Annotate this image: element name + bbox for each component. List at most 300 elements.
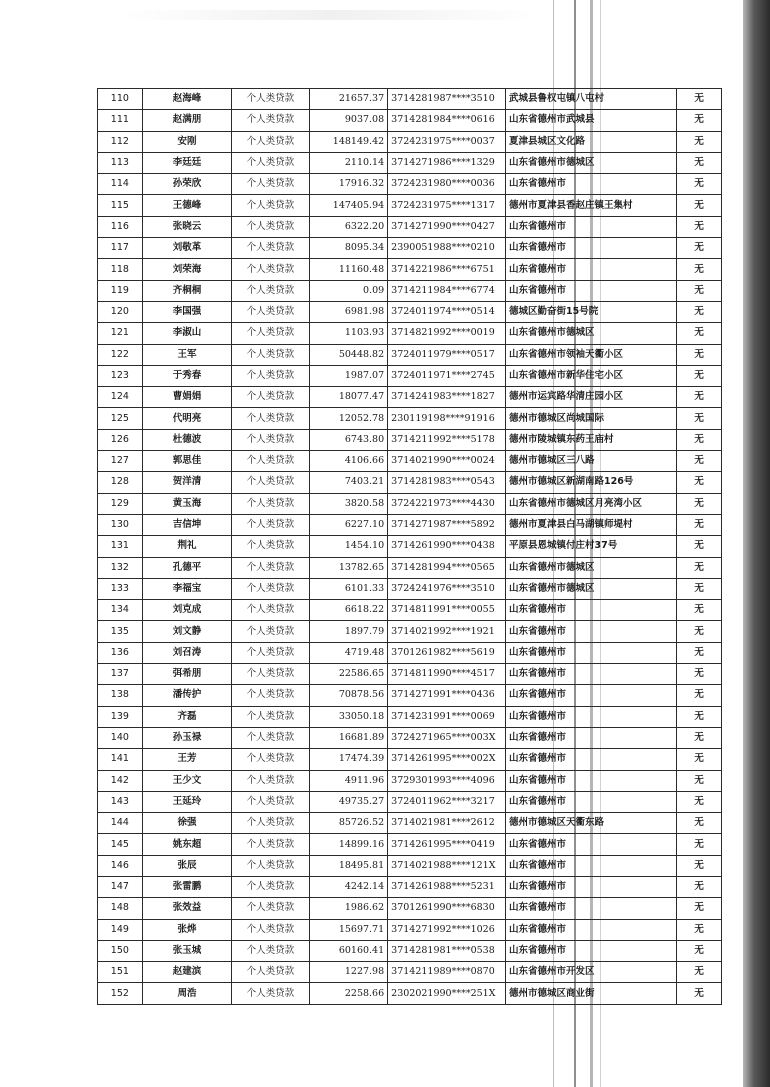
borrower-name-cell: 杜德波 [142,429,231,450]
status-flag-cell: 无 [677,387,722,408]
loan-type-cell: 个人类贷款 [232,685,309,706]
status-flag-cell: 无 [677,962,722,983]
row-number-cell: 113 [98,152,143,173]
loan-amount-cell: 14899.16 [309,834,388,855]
loan-amount-cell: 4719.48 [309,642,388,663]
address-cell: 山东省德州市德城区 [505,152,676,173]
borrower-name-cell: 王德峰 [142,195,231,216]
address-cell: 德州市陵城镇东药王庙村 [505,429,676,450]
loan-type-cell: 个人类贷款 [232,578,309,599]
status-flag-cell: 无 [677,642,722,663]
status-flag-cell: 无 [677,89,722,110]
loan-type-cell: 个人类贷款 [232,834,309,855]
loan-amount-cell: 60160.41 [309,940,388,961]
borrower-name-cell: 张烨 [142,919,231,940]
row-number-cell: 124 [98,387,143,408]
table-row [98,536,722,557]
row-number-cell: 150 [98,940,143,961]
loan-type-cell: 个人类贷款 [232,408,309,429]
table-row [98,451,722,472]
loan-type-cell: 个人类贷款 [232,195,309,216]
loan-type-cell: 个人类贷款 [232,365,309,386]
loan-amount-cell: 1987.07 [309,365,388,386]
borrower-name-cell: 周浩 [142,983,231,1004]
borrower-name-cell: 赵海峰 [142,89,231,110]
loan-type-cell: 个人类贷款 [232,791,309,812]
loan-amount-cell: 22586.65 [309,664,388,685]
borrower-name-cell: 李福宝 [142,578,231,599]
id-number-cell: 3724231975****0037 [388,131,506,152]
status-flag-cell: 无 [677,110,722,131]
table-row [98,600,722,621]
loan-type-cell: 个人类贷款 [232,152,309,173]
id-number-cell: 3714281994****0565 [388,557,506,578]
row-number-cell: 128 [98,472,143,493]
row-number-cell: 138 [98,685,143,706]
id-number-cell: 3714811990****4517 [388,664,506,685]
loan-type-cell: 个人类贷款 [232,983,309,1004]
status-flag-cell: 无 [677,152,722,173]
id-number-cell: 3714261988****5231 [388,876,506,897]
loan-type-cell: 个人类贷款 [232,855,309,876]
loan-amount-cell: 6101.33 [309,578,388,599]
table-row [98,514,722,535]
loan-type-cell: 个人类贷款 [232,919,309,940]
status-flag-cell: 无 [677,429,722,450]
status-flag-cell: 无 [677,323,722,344]
address-cell: 山东省德州市 [505,919,676,940]
address-cell: 德城区勤奋街15号院 [505,301,676,322]
loan-amount-cell: 148149.42 [309,131,388,152]
id-number-cell: 3714221986****6751 [388,259,506,280]
row-number-cell: 117 [98,238,143,259]
loan-amount-cell: 6743.80 [309,429,388,450]
borrower-name-cell: 张雷鹏 [142,876,231,897]
row-number-cell: 152 [98,983,143,1004]
borrower-name-cell: 荆礼 [142,536,231,557]
status-flag-cell: 无 [677,408,722,429]
borrower-name-cell: 弭希朋 [142,664,231,685]
loan-type-cell: 个人类贷款 [232,89,309,110]
row-number-cell: 141 [98,749,143,770]
status-flag-cell: 无 [677,983,722,1004]
borrower-name-cell: 李淑山 [142,323,231,344]
borrower-name-cell: 徐强 [142,813,231,834]
id-number-cell: 3714021992****1921 [388,621,506,642]
id-number-cell: 3724231980****0036 [388,174,506,195]
status-flag-cell: 无 [677,259,722,280]
id-number-cell: 3714271992****1026 [388,919,506,940]
address-cell: 山东省德州市 [505,600,676,621]
borrower-name-cell: 代明亮 [142,408,231,429]
loan-amount-cell: 2110.14 [309,152,388,173]
borrower-name-cell: 吉信坤 [142,514,231,535]
table-row [98,472,722,493]
id-number-cell: 3714211992****5178 [388,429,506,450]
loan-type-cell: 个人类贷款 [232,621,309,642]
loan-amount-cell: 1986.62 [309,898,388,919]
id-number-cell: 3724011962****3217 [388,791,506,812]
loan-amount-cell: 49735.27 [309,791,388,812]
row-number-cell: 140 [98,727,143,748]
status-flag-cell: 无 [677,493,722,514]
id-number-cell: 3714261995****0419 [388,834,506,855]
status-flag-cell: 无 [677,472,722,493]
status-flag-cell: 无 [677,536,722,557]
loan-amount-cell: 21657.37 [309,89,388,110]
loan-amount-cell: 7403.21 [309,472,388,493]
id-number-cell: 3714241983****1827 [388,387,506,408]
row-number-cell: 143 [98,791,143,812]
row-number-cell: 127 [98,451,143,472]
borrower-name-cell: 姚东超 [142,834,231,855]
table-row [98,216,722,237]
id-number-cell: 3714281984****0616 [388,110,506,131]
table-row [98,493,722,514]
row-number-cell: 116 [98,216,143,237]
loan-type-cell: 个人类贷款 [232,174,309,195]
table-row [98,259,722,280]
row-number-cell: 135 [98,621,143,642]
scan-smudge [120,10,540,20]
table-row [98,706,722,727]
loan-amount-cell: 6227.10 [309,514,388,535]
borrower-name-cell: 曹娟娟 [142,387,231,408]
table-row [98,770,722,791]
address-cell: 山东省德州市 [505,876,676,897]
loan-type-cell: 个人类贷款 [232,387,309,408]
borrower-name-cell: 孙荣欣 [142,174,231,195]
address-cell: 山东省德州市 [505,664,676,685]
loan-amount-cell: 50448.82 [309,344,388,365]
loan-type-cell: 个人类贷款 [232,216,309,237]
loan-type-cell: 个人类贷款 [232,493,309,514]
row-number-cell: 111 [98,110,143,131]
status-flag-cell: 无 [677,514,722,535]
status-flag-cell: 无 [677,621,722,642]
table-row [98,642,722,663]
loan-amount-cell: 18077.47 [309,387,388,408]
table-row [98,919,722,940]
loan-amount-cell: 17474.39 [309,749,388,770]
loan-amount-cell: 6981.98 [309,301,388,322]
table-row [98,834,722,855]
loan-amount-cell: 18495.81 [309,855,388,876]
status-flag-cell: 无 [677,685,722,706]
id-number-cell: 3714231991****0069 [388,706,506,727]
table-row [98,749,722,770]
id-number-cell: 3714271987****5892 [388,514,506,535]
row-number-cell: 115 [98,195,143,216]
address-cell: 山东省德州市 [505,791,676,812]
loan-amount-cell: 8095.34 [309,238,388,259]
address-cell: 山东省德州市 [505,259,676,280]
row-number-cell: 114 [98,174,143,195]
table-row [98,727,722,748]
id-number-cell: 3714811991****0055 [388,600,506,621]
id-number-cell: 3724011974****0514 [388,301,506,322]
table-row [98,578,722,599]
loan-type-cell: 个人类贷款 [232,749,309,770]
loan-type-cell: 个人类贷款 [232,642,309,663]
status-flag-cell: 无 [677,238,722,259]
id-number-cell: 3701261990****6830 [388,898,506,919]
address-cell: 山东省德州市开发区 [505,962,676,983]
borrower-name-cell: 赵满朋 [142,110,231,131]
loan-type-cell: 个人类贷款 [232,664,309,685]
id-number-cell: 3724011979****0517 [388,344,506,365]
address-cell: 山东省德州市 [505,174,676,195]
table-row [98,131,722,152]
borrower-name-cell: 郭思佳 [142,451,231,472]
loan-amount-cell: 1103.93 [309,323,388,344]
id-number-cell: 3714271990****0427 [388,216,506,237]
table-row [98,301,722,322]
status-flag-cell: 无 [677,940,722,961]
borrower-name-cell: 刘敬革 [142,238,231,259]
address-cell: 德州市德城区三八路 [505,451,676,472]
loan-amount-cell: 85726.52 [309,813,388,834]
borrower-name-cell: 李国强 [142,301,231,322]
address-cell: 德州市德城区尚城国际 [505,408,676,429]
loan-type-cell: 个人类贷款 [232,131,309,152]
loan-type-cell: 个人类贷款 [232,301,309,322]
borrower-name-cell: 黄玉海 [142,493,231,514]
table-row [98,621,722,642]
id-number-cell: 3714271986****1329 [388,152,506,173]
borrower-name-cell: 王军 [142,344,231,365]
address-cell: 山东省德州市 [505,642,676,663]
address-cell: 平原县恩城镇付庄村37号 [505,536,676,557]
loan-amount-cell: 1454.10 [309,536,388,557]
table-row [98,110,722,131]
address-cell: 山东省德州市 [505,940,676,961]
loan-record-table [97,88,722,1005]
borrower-name-cell: 刘召涛 [142,642,231,663]
loan-amount-cell: 4242.14 [309,876,388,897]
row-number-cell: 142 [98,770,143,791]
table-row [98,408,722,429]
row-number-cell: 146 [98,855,143,876]
status-flag-cell: 无 [677,898,722,919]
status-flag-cell: 无 [677,195,722,216]
address-cell: 山东省德州市新华住宅小区 [505,365,676,386]
address-cell: 德州市运宾路华清庄园小区 [505,387,676,408]
address-cell: 山东省德州市 [505,898,676,919]
loan-amount-cell: 70878.56 [309,685,388,706]
id-number-cell: 3714021988****121X [388,855,506,876]
id-number-cell: 3714021990****0024 [388,451,506,472]
table-row [98,429,722,450]
table-row [98,962,722,983]
address-cell: 山东省德州市 [505,727,676,748]
loan-amount-cell: 16681.89 [309,727,388,748]
borrower-name-cell: 贺洋清 [142,472,231,493]
table-row [98,855,722,876]
loan-amount-cell: 4911.96 [309,770,388,791]
loan-type-cell: 个人类贷款 [232,727,309,748]
table-row [98,280,722,301]
table-row [98,238,722,259]
address-cell: 山东省德州市德城区 [505,578,676,599]
id-number-cell: 2390051988****0210 [388,238,506,259]
loan-type-cell: 个人类贷款 [232,323,309,344]
table-row [98,89,722,110]
id-number-cell: 3724231975****1317 [388,195,506,216]
loan-type-cell: 个人类贷款 [232,238,309,259]
row-number-cell: 148 [98,898,143,919]
address-cell: 德州市夏津县香赵庄镇王集村 [505,195,676,216]
status-flag-cell: 无 [677,834,722,855]
loan-amount-cell: 6618.22 [309,600,388,621]
row-number-cell: 137 [98,664,143,685]
borrower-name-cell: 齐桐桐 [142,280,231,301]
id-number-cell: 3724241976****3510 [388,578,506,599]
address-cell: 德州市德城区天衢东路 [505,813,676,834]
id-number-cell: 3714261990****0438 [388,536,506,557]
table-row [98,813,722,834]
borrower-name-cell: 张晓云 [142,216,231,237]
row-number-cell: 119 [98,280,143,301]
borrower-name-cell: 张效益 [142,898,231,919]
table-row [98,387,722,408]
row-number-cell: 121 [98,323,143,344]
address-cell: 山东省德州市 [505,834,676,855]
status-flag-cell: 无 [677,174,722,195]
table-row [98,195,722,216]
status-flag-cell: 无 [677,876,722,897]
loan-type-cell: 个人类贷款 [232,514,309,535]
status-flag-cell: 无 [677,791,722,812]
status-flag-cell: 无 [677,131,722,152]
address-cell: 山东省德州市 [505,749,676,770]
address-cell: 山东省德州市 [505,706,676,727]
table-row [98,174,722,195]
id-number-cell: 3714281981****0538 [388,940,506,961]
loan-amount-cell: 3820.58 [309,493,388,514]
row-number-cell: 126 [98,429,143,450]
id-number-cell: 3714211989****0870 [388,962,506,983]
status-flag-cell: 无 [677,664,722,685]
loan-type-cell: 个人类贷款 [232,557,309,578]
row-number-cell: 133 [98,578,143,599]
loan-type-cell: 个人类贷款 [232,706,309,727]
loan-type-cell: 个人类贷款 [232,898,309,919]
loan-type-cell: 个人类贷款 [232,813,309,834]
row-number-cell: 147 [98,876,143,897]
loan-type-cell: 个人类贷款 [232,280,309,301]
borrower-name-cell: 张辰 [142,855,231,876]
row-number-cell: 120 [98,301,143,322]
table-row [98,365,722,386]
borrower-name-cell: 王延玲 [142,791,231,812]
row-number-cell: 125 [98,408,143,429]
row-number-cell: 151 [98,962,143,983]
loan-amount-cell: 11160.48 [309,259,388,280]
status-flag-cell: 无 [677,216,722,237]
loan-type-cell: 个人类贷款 [232,536,309,557]
table-row [98,791,722,812]
status-flag-cell: 无 [677,813,722,834]
status-flag-cell: 无 [677,855,722,876]
scan-edge-shadow [743,0,770,1087]
borrower-name-cell: 王少文 [142,770,231,791]
borrower-name-cell: 王芳 [142,749,231,770]
row-number-cell: 123 [98,365,143,386]
status-flag-cell: 无 [677,706,722,727]
row-number-cell: 110 [98,89,143,110]
loan-amount-cell: 15697.71 [309,919,388,940]
borrower-name-cell: 赵建滨 [142,962,231,983]
loan-amount-cell: 13782.65 [309,557,388,578]
loan-amount-cell: 1897.79 [309,621,388,642]
id-number-cell: 2302021990****251X [388,983,506,1004]
id-number-cell: 3724271965****003X [388,727,506,748]
loan-type-cell: 个人类贷款 [232,451,309,472]
row-number-cell: 145 [98,834,143,855]
row-number-cell: 118 [98,259,143,280]
address-cell: 山东省德州市德城区 [505,557,676,578]
status-flag-cell: 无 [677,557,722,578]
id-number-cell: 3714261995****002X [388,749,506,770]
loan-amount-cell: 147405.94 [309,195,388,216]
row-number-cell: 122 [98,344,143,365]
loan-type-cell: 个人类贷款 [232,472,309,493]
id-number-cell: 3714211984****6774 [388,280,506,301]
address-cell: 山东省德州市德城区 [505,323,676,344]
table-row [98,323,722,344]
address-cell: 德州市德城区商业街 [505,983,676,1004]
address-cell: 武城县鲁权屯镇八屯村 [505,89,676,110]
borrower-name-cell: 于秀春 [142,365,231,386]
row-number-cell: 149 [98,919,143,940]
row-number-cell: 134 [98,600,143,621]
status-flag-cell: 无 [677,600,722,621]
borrower-name-cell: 刘荣海 [142,259,231,280]
status-flag-cell: 无 [677,451,722,472]
table-row [98,344,722,365]
table-row [98,898,722,919]
table-row [98,557,722,578]
table-row [98,685,722,706]
borrower-name-cell: 李廷廷 [142,152,231,173]
address-cell: 山东省德州市 [505,621,676,642]
loan-amount-cell: 9037.08 [309,110,388,131]
status-flag-cell: 无 [677,749,722,770]
row-number-cell: 131 [98,536,143,557]
address-cell: 山东省德州市 [505,855,676,876]
loan-type-cell: 个人类贷款 [232,940,309,961]
table-row [98,876,722,897]
loan-type-cell: 个人类贷款 [232,110,309,131]
borrower-name-cell: 刘文静 [142,621,231,642]
table-row [98,983,722,1004]
id-number-cell: 3724221973****4430 [388,493,506,514]
id-number-cell: 3729301993****4096 [388,770,506,791]
address-cell: 山东省德州市领袖天衢小区 [505,344,676,365]
address-cell: 山东省德州市 [505,280,676,301]
table-row [98,940,722,961]
loan-type-cell: 个人类贷款 [232,344,309,365]
loan-type-cell: 个人类贷款 [232,770,309,791]
loan-amount-cell: 33050.18 [309,706,388,727]
id-number-cell: 3701261982****5619 [388,642,506,663]
loan-type-cell: 个人类贷款 [232,429,309,450]
status-flag-cell: 无 [677,727,722,748]
borrower-name-cell: 张玉城 [142,940,231,961]
row-number-cell: 136 [98,642,143,663]
address-cell: 夏津县城区文化路 [505,131,676,152]
